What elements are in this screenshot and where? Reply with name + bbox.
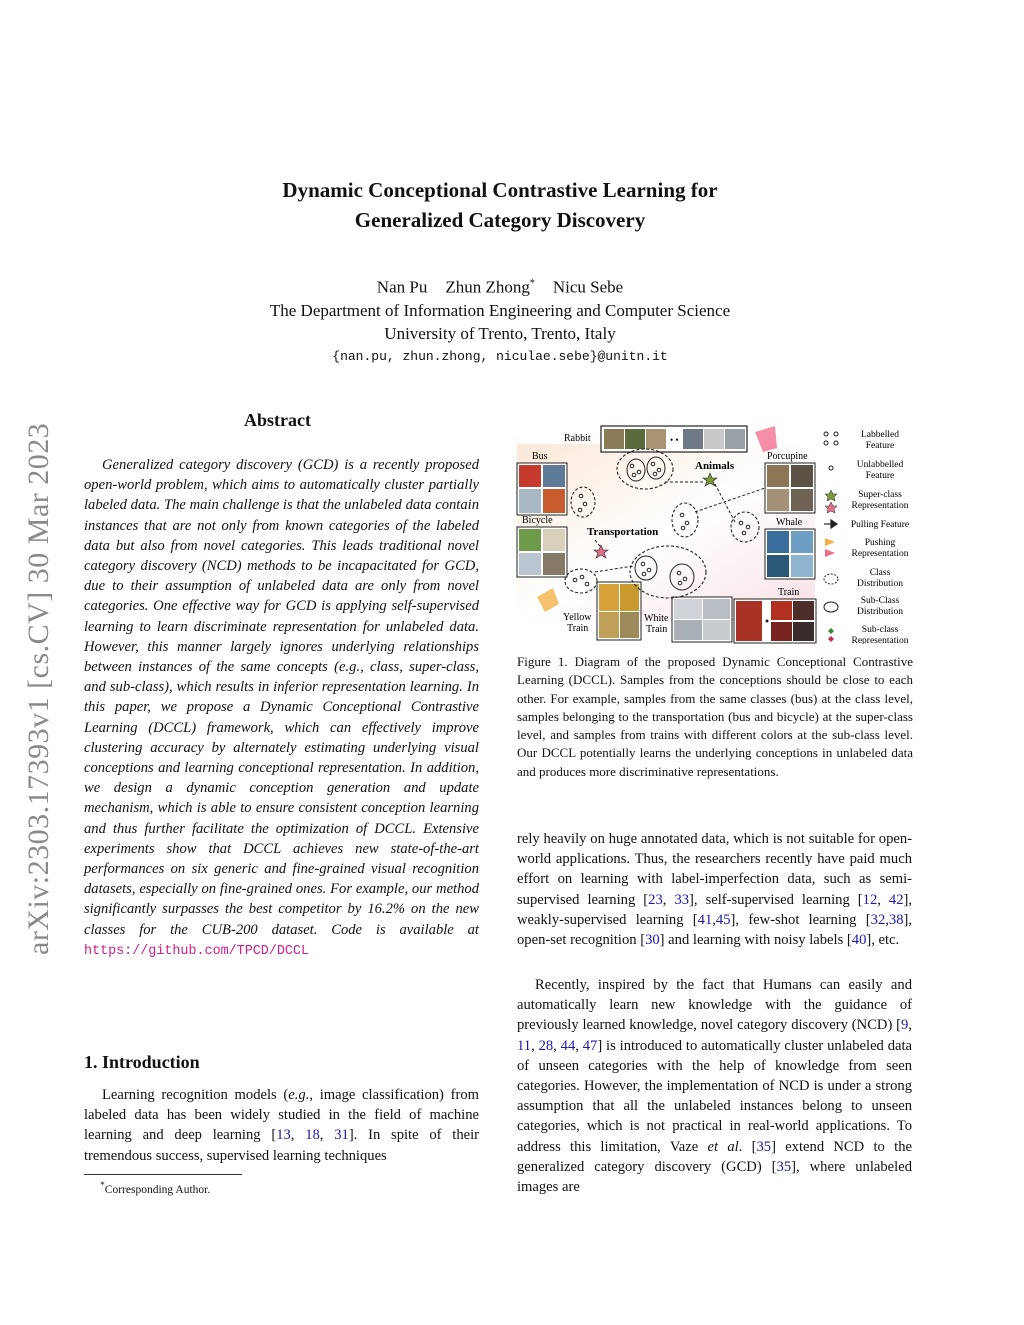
title-line-1: Dynamic Conceptional Contrastive Learning for [282,178,718,202]
whale-image-grid [765,529,815,579]
legend-label: Representation [851,636,909,644]
label-white-train: Train [646,624,668,635]
legend-super-class-star-icon [825,502,837,513]
abstract-body [84,455,479,962]
body-text: . [ [738,1138,757,1155]
footnote-mark: * [100,1180,105,1191]
citation-link[interactable]: 13 [276,1127,291,1144]
label-whale: Whale [776,517,803,528]
label-yellow-train: Train [567,623,589,634]
porcupine-image-grid [765,463,815,513]
legend-label: Sub-Class [860,596,900,606]
legend-label: Class [869,568,891,578]
legend-label: Feature [865,441,895,451]
body-text-italic: et al [707,1138,739,1155]
author-emails: {nan.pu, zhun.zhong, niculae.sebe}@unitn.it [332,348,668,364]
figure-legend [824,430,909,644]
legend-label: Distribution [857,607,903,617]
legend-label: Pushing [864,538,896,548]
intro-eg: e.g. [288,1087,310,1103]
yellow-train-image [597,582,641,640]
legend-label: Feature [865,471,895,481]
legend-label: Distribution [857,579,903,589]
introduction-paragraph: Learning recognition models (e.g., image classification) from labeled data has been widely studied in the field of machine learning and deep learning [13, 18, 31]. In spite of their tremendous success, supervised learning techniques [84,1087,480,1164]
bicycle-image-grid [517,527,567,577]
label-train: Train [778,587,800,598]
citation-link[interactable]: 30 [645,932,660,949]
citation-link[interactable]: 33 [674,891,690,908]
citation-link[interactable]: 9 [901,1017,909,1034]
legend-sub-class-representation-icon [828,628,834,642]
footnote [100,1180,210,1196]
body-text: rely heavily on huge annotated data, which is not suitable for open-world applications. Thus, the researchers recently have paid much effort on learning with label-imperfection data, such as semi-supervised learning [ [517,831,912,908]
citation-link[interactable]: 45 [715,911,731,928]
right-column-paragraph-2: Recently, inspired by the fact that Humans can easily and automatically learn new knowledge with the guidance of previously learned knowledge, novel category discovery (NCD) [9, 11, 28, 44, 47] is introduced to automatically cluster unlabeled data of unseen categories with the help of knowledge from seen categories. However, the implementation of NCD is under a strong assumption that all the unlabeled instances belong to unseen categories, which is not practical in real-world applications. To address this limitation, Vaze et al. [35] extend NCD to the generalized category discovery (GCD) [35], where unlabeled images are [517,977,912,1196]
paper-title [0,175,1000,235]
legend-pushing-arrow-icon [825,538,835,557]
legend-label: Sub-class [861,625,899,635]
citation-link[interactable]: 40 [851,932,867,949]
white-train-image [672,597,732,642]
citation-link[interactable]: 11 [517,1037,532,1054]
citation-link[interactable]: 47 [582,1037,598,1054]
intro-text: ]. In spite of their tremendous success, supervised learning techniques [84,1127,480,1164]
title-line-2: Generalized Category Discovery [354,208,646,232]
corresponding-mark: * [529,278,535,289]
citation-link[interactable]: 44 [560,1037,576,1054]
label-bicycle: Bicycle [522,515,553,526]
body-text: ], open-set recognition [ [517,911,912,949]
citation-link[interactable]: 38 [888,911,904,928]
ellipsis-dots: • • [670,435,679,445]
body-text: ], weakly-supervised learning [ [517,891,913,928]
affiliation-dept: The Department of Information Engineering and Computer Science [269,300,731,320]
author-names [0,272,1000,299]
abstract-text: Generalized category discovery (GCD) is a recently proposed open-world problem, which aims to automatically cluster partially labeled data. The main challenge is that the unlabeled data contain instances that are not only from known categories of the labeled data but also from novel categories. This leads traditional novel category discovery (NCD) methods to be incapacitated for GCD, due to their assumption of unlabeled data are only from novel categories. One effective way for GCD is applying self-supervised learning to learn discriminate representation for unlabeled data. However, this manner largely ignores underlying relationships between instances of the same concepts (e.g., class, super-class, and sub-class), which results in inferior representation learning. In this paper, we propose a Dynamic Conceptional Contrastive Learning (DCCL) framework, which can effectively improve clustering accuracy by alternately estimating underlying visual conceptions and learning conceptional representation. In addition, we design a dynamic conception generation and update mechanism, which is able to ensure consistent conception learning and thus further facilitate the optimization of DCCL. Extensive experiments show that DCCL achieves new state-of-the-art performances on six generic and fine-grained visual recognition datasets, especially on fine-grained ones. For example, our method significantly surpasses the best competitor by 16.2% on the new classes for the CUB-200 dataset. Code is available at [84,457,479,938]
legend-labelled-feature-icon [824,432,838,445]
body-text: ] and learning with noisy labels [ [659,932,852,949]
rabbit-image-strip [601,426,747,452]
footnote-divider [84,1174,242,1175]
body-text: Recently, inspired by the fact that Humans can easily and automatically learn new knowledge with the guidance of previously learned knowledge, novel category discovery (NCD) [ [517,977,912,1034]
legend-label: Representation [851,501,909,511]
legend-label: Unlabbelled [856,460,904,470]
citation-link[interactable]: 41 [697,911,713,928]
citation-link[interactable]: 35 [776,1158,792,1175]
arxiv-identifier: arXiv:2303.17393v1 [cs.CV] 30 Mar 2023 [22,422,55,955]
body-text: ] extend NCD to the generalized category discovery (GCD) [ [517,1138,912,1175]
citation-link[interactable]: 23 [648,891,663,908]
citation-link[interactable]: 32 [870,911,886,928]
citation-link[interactable]: 42 [888,891,904,908]
author-2: Zhun Zhong [445,277,530,297]
citation-link[interactable]: 31 [334,1127,349,1144]
intro-text: Learning recognition models ( [102,1087,289,1103]
footnote-text: Corresponding Author. [104,1183,211,1196]
intro-text: , image classification) from labeled data has been widely studied in the field of machine learning and deep learning [ [84,1087,479,1144]
right-column-paragraph-1: rely heavily on huge annotated data, which is not suitable for open-world applications. Thus, the researchers recently have paid much effort on learning with label-imperfection data, such as semi-supervised learning [23, 33], self-supervised learning [12, 42], weakly-supervised learning [41,45], few-shot learning [32,38], open-set recognition [30] and learning with noisy labels [40], etc. [517,831,913,949]
affiliation-university: University of Trento, Trento, Italy [384,323,616,343]
code-link[interactable]: https://github.com/TPCD/DCCL [84,943,309,959]
author-block [0,272,1000,368]
figure-1-caption: Figure 1. Diagram of the proposed Dynamic Conceptional Contrastive Learning (DCCL). Samples from the conceptions should be close to each other. For example, samples from the same classes (bus) at the class level, samples belonging to the transportation (bus and bicycle) at the super-class level, and samples from trains with different colors at the sub-class level. Our DCCL potentially learns the underlying conceptions in unlabeled data and produces more discriminative representations. [517,654,913,779]
citation-link[interactable]: 28 [538,1037,554,1054]
label-animals: Animals [695,460,735,472]
bus-image-grid [517,463,567,515]
figure-1-diagram [515,422,913,644]
label-bus: Bus [532,451,548,462]
legend-pulling-arrow-icon [824,520,837,528]
body-text: ] is introduced to automatically cluster unlabeled data of unseen categories with the help of knowledge from seen categories. However, the implementation of NCD is under a strong assumption that all the unlabeled instances belong to unseen categories, which is not practical in real-world applications. To address this limitation, Vaze [517,1037,912,1155]
author-1: Nan Pu [376,277,428,297]
legend-sub-class-distribution-icon [824,602,838,612]
body-text: ], self-supervised learning [ [689,891,863,908]
body-text: ], etc. [866,932,900,949]
legend-label: Representation [851,549,909,559]
label-white: White [644,613,669,624]
citation-link[interactable]: 35 [756,1138,772,1155]
legend-class-distribution-icon [824,574,838,584]
legend-label: Pulling Feature [850,520,910,530]
legend-label: Labbelled [861,430,899,440]
legend-super-class-star-icon [825,490,837,501]
author-3: Nicu Sebe [552,277,624,297]
citation-link[interactable]: 18 [305,1127,320,1144]
label-rabbit: Rabbit [564,433,591,444]
label-transportation: Transportation [587,526,659,538]
citation-link[interactable]: 12 [862,891,878,908]
abstract-heading: Abstract [244,410,311,430]
introduction-heading: 1. Introduction [84,1052,200,1072]
body-text: ], where unlabeled images are [517,1158,912,1196]
legend-unlabelled-feature-icon [829,466,833,470]
label-yellow: Yellow [563,612,592,623]
body-text: ], few-shot learning [ [730,911,871,928]
legend-label: Super-class [858,490,902,500]
label-porcupine: Porcupine [767,451,808,462]
train-image-strip [734,599,816,643]
